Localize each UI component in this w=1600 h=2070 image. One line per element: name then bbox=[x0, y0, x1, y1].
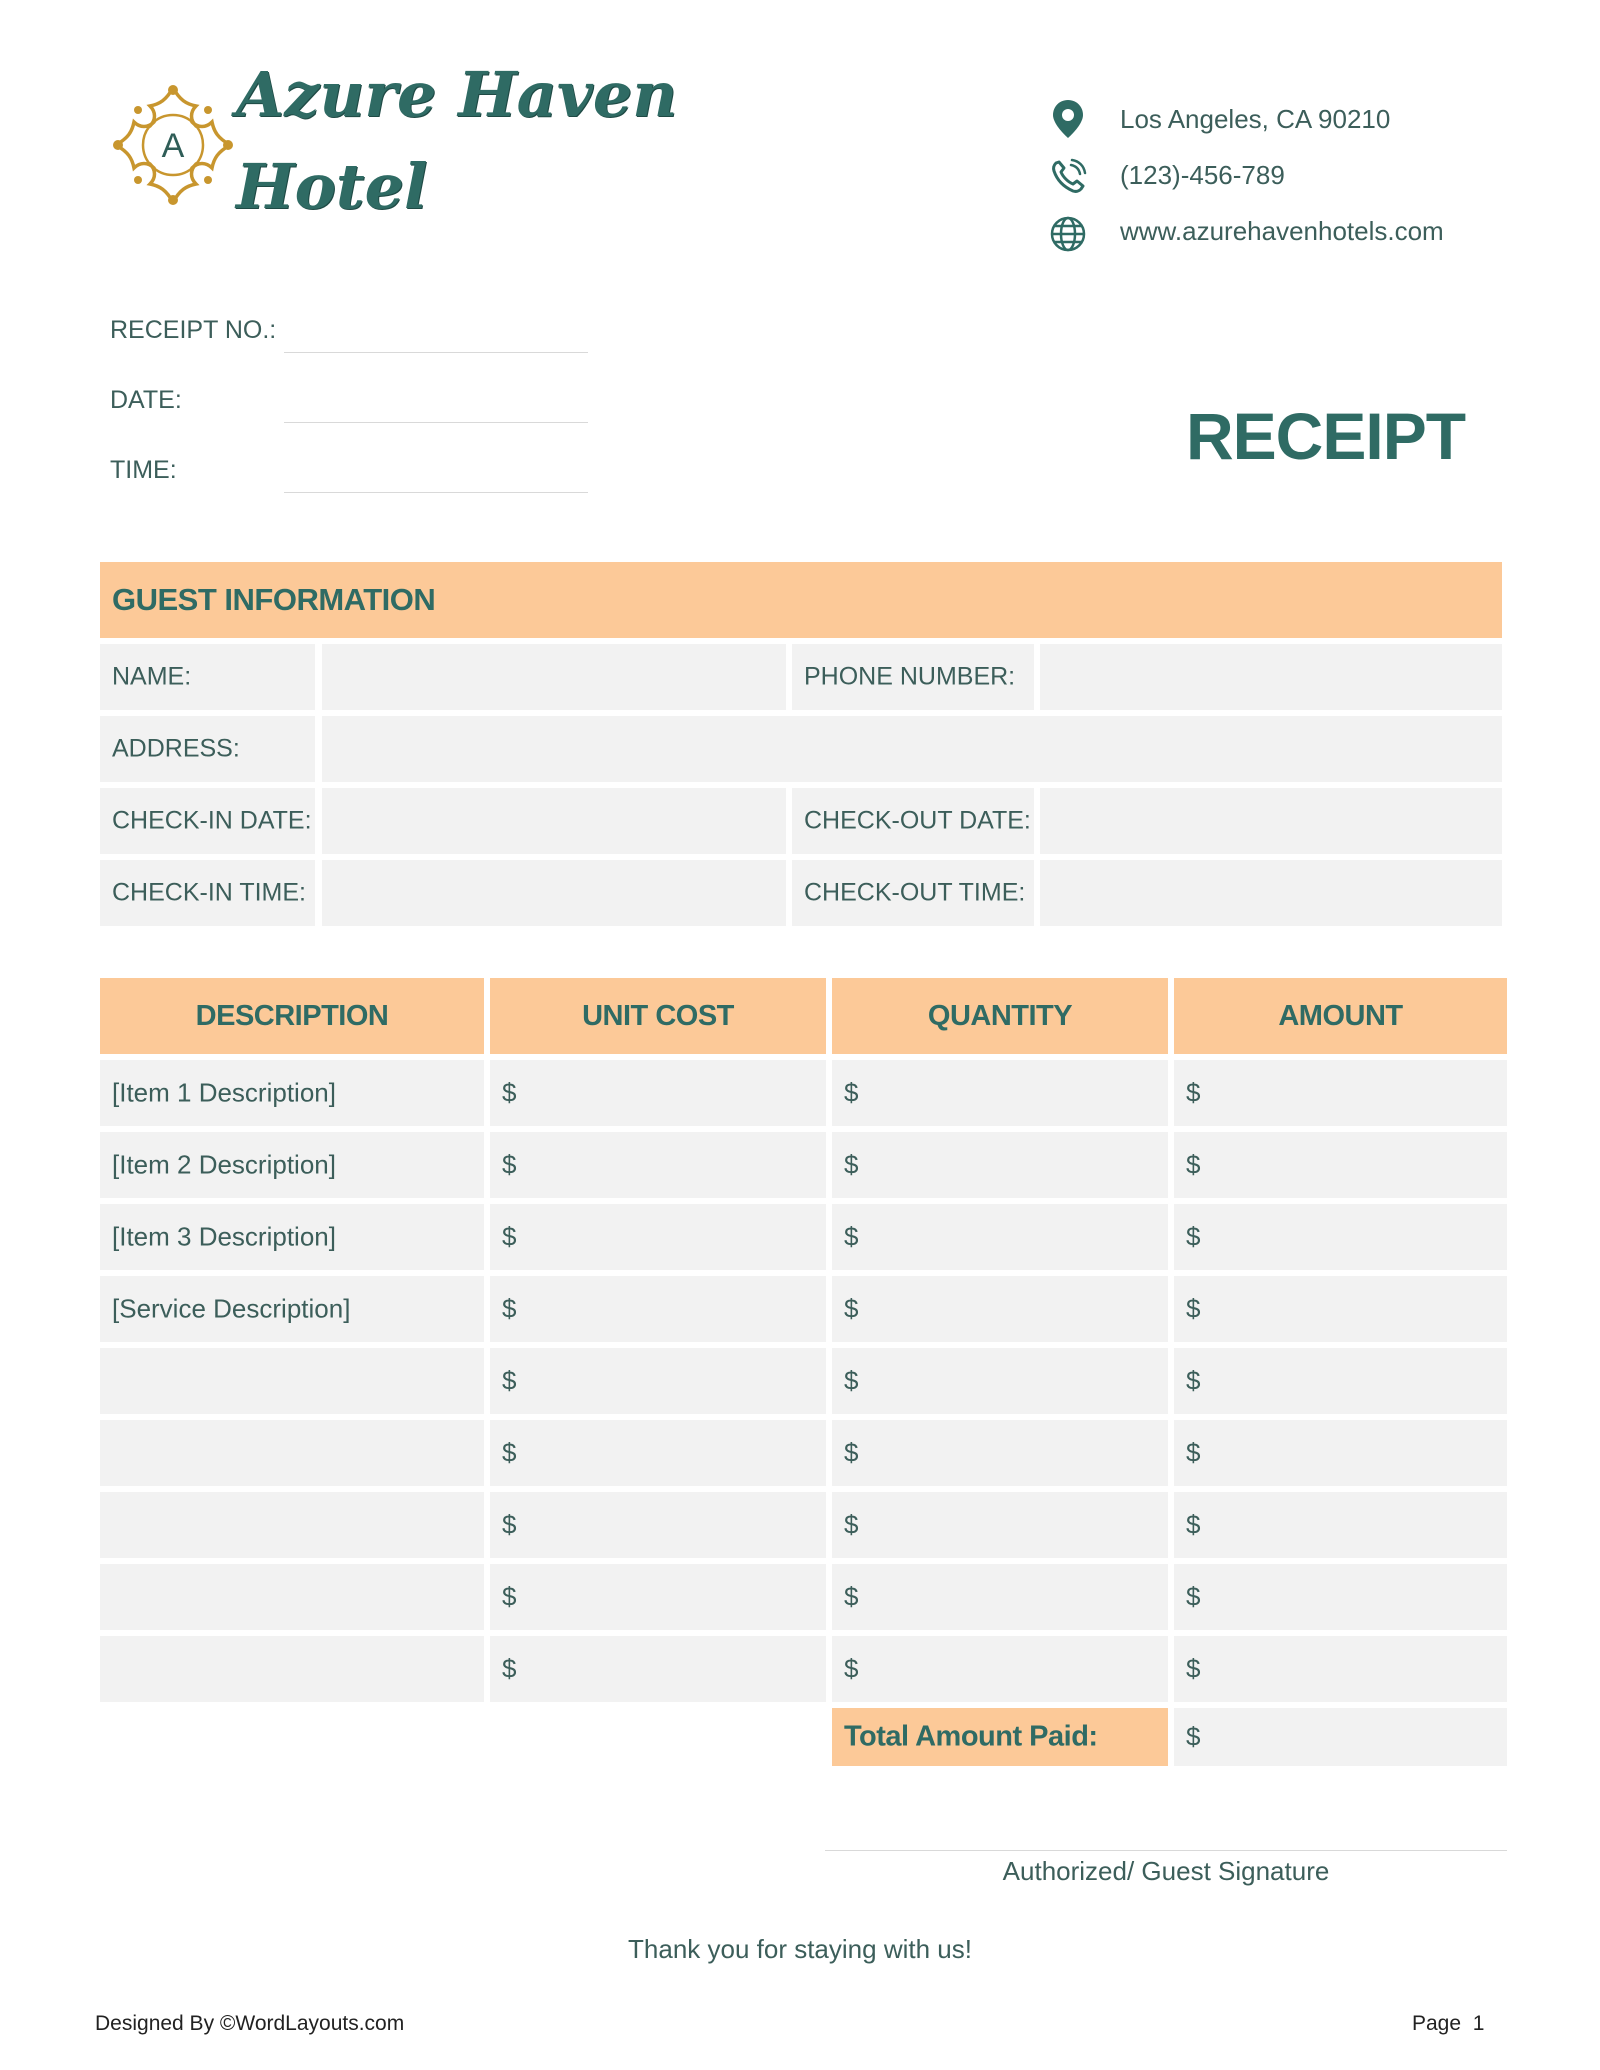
col-header-description: DESCRIPTION bbox=[100, 978, 484, 1054]
table-cell-unit-cost[interactable] bbox=[490, 1276, 826, 1342]
guest-info-title: GUEST INFORMATION bbox=[112, 582, 436, 617]
col-header-amount: AMOUNT bbox=[1174, 978, 1507, 1054]
col-header-quantity: QUANTITY bbox=[832, 978, 1168, 1054]
item-amount: $ bbox=[1186, 1653, 1201, 1684]
table-cell-amount[interactable] bbox=[1174, 1276, 1507, 1342]
page-number: 1 bbox=[1472, 2012, 1485, 2035]
item-unit-cost: $ bbox=[502, 1653, 517, 1684]
item-description: [Item 1 Description] bbox=[112, 1077, 336, 1108]
item-unit-cost: $ bbox=[502, 1149, 517, 1180]
total-amount-field[interactable] bbox=[1174, 1708, 1507, 1766]
hotel-name-line1: Azure Haven bbox=[236, 58, 678, 131]
address-label: ADDRESS: bbox=[112, 734, 240, 763]
name-label-cell bbox=[100, 644, 315, 710]
receipt-no-field[interactable] bbox=[284, 352, 588, 353]
checkout-date-label-cell bbox=[792, 788, 1034, 854]
phone-label: PHONE NUMBER: bbox=[804, 662, 1016, 691]
item-unit-cost: $ bbox=[502, 1293, 517, 1324]
total-label-cell bbox=[832, 1708, 1168, 1766]
table-cell-description[interactable] bbox=[100, 1060, 484, 1126]
location-pin-icon bbox=[1048, 98, 1088, 138]
table-cell-unit-cost[interactable] bbox=[490, 1492, 826, 1558]
item-amount: $ bbox=[1186, 1293, 1201, 1324]
table-cell-amount[interactable] bbox=[1174, 1492, 1507, 1558]
address-field[interactable] bbox=[322, 716, 1502, 782]
table-cell-amount[interactable] bbox=[1174, 1564, 1507, 1630]
item-quantity: $ bbox=[844, 1221, 859, 1252]
item-description: [Item 3 Description] bbox=[112, 1221, 336, 1252]
table-cell-quantity[interactable] bbox=[832, 1060, 1168, 1126]
total-amount-value: $ bbox=[1186, 1721, 1201, 1752]
checkout-time-field[interactable] bbox=[1040, 860, 1502, 926]
table-cell-unit-cost[interactable] bbox=[490, 1636, 826, 1702]
table-cell-description[interactable] bbox=[100, 1204, 484, 1270]
item-quantity: $ bbox=[844, 1365, 859, 1396]
table-cell-amount[interactable] bbox=[1174, 1060, 1507, 1126]
item-amount: $ bbox=[1186, 1077, 1201, 1108]
time-field[interactable] bbox=[284, 492, 588, 493]
guest-info-header bbox=[100, 562, 1502, 638]
checkin-time-field[interactable] bbox=[322, 860, 786, 926]
item-amount: $ bbox=[1186, 1149, 1201, 1180]
table-cell-description[interactable] bbox=[100, 1564, 484, 1630]
page-label: Page bbox=[1412, 2012, 1462, 2035]
contact-website[interactable]: www.azurehavenhotels.com bbox=[1120, 216, 1444, 246]
table-cell-amount[interactable] bbox=[1174, 1420, 1507, 1486]
receipt-no-label: RECEIPT NO.: bbox=[110, 316, 277, 344]
item-unit-cost: $ bbox=[502, 1221, 517, 1252]
total-amount-label: Total Amount Paid: bbox=[844, 1720, 1098, 1753]
table-cell-amount[interactable] bbox=[1174, 1204, 1507, 1270]
item-amount: $ bbox=[1186, 1365, 1201, 1396]
hotel-name-line2: Hotel bbox=[236, 150, 428, 223]
table-cell-unit-cost[interactable] bbox=[490, 1420, 826, 1486]
checkin-date-label-cell bbox=[100, 788, 315, 854]
item-quantity: $ bbox=[844, 1149, 859, 1180]
contact-phone: (123)-456-789 bbox=[1120, 160, 1285, 190]
table-cell-unit-cost[interactable] bbox=[490, 1204, 826, 1270]
table-cell-amount[interactable] bbox=[1174, 1348, 1507, 1414]
item-description: [Item 2 Description] bbox=[112, 1149, 336, 1180]
time-label: TIME: bbox=[110, 456, 177, 484]
item-quantity: $ bbox=[844, 1653, 859, 1684]
table-cell-description[interactable] bbox=[100, 1132, 484, 1198]
globe-icon bbox=[1048, 214, 1088, 254]
item-description: [Service Description] bbox=[112, 1293, 351, 1324]
table-cell-unit-cost[interactable] bbox=[490, 1060, 826, 1126]
receipt-title: RECEIPT bbox=[1186, 399, 1466, 473]
phone-label-cell bbox=[792, 644, 1034, 710]
table-cell-unit-cost[interactable] bbox=[490, 1564, 826, 1630]
table-cell-description[interactable] bbox=[100, 1348, 484, 1414]
page-indicator bbox=[1412, 2012, 1484, 2036]
name-field[interactable] bbox=[322, 644, 786, 710]
checkout-time-label: CHECK-OUT TIME: bbox=[804, 878, 1026, 907]
item-unit-cost: $ bbox=[502, 1437, 517, 1468]
item-quantity: $ bbox=[844, 1293, 859, 1324]
phone-field[interactable] bbox=[1040, 644, 1502, 710]
item-amount: $ bbox=[1186, 1509, 1201, 1540]
item-quantity: $ bbox=[844, 1581, 859, 1612]
item-unit-cost: $ bbox=[502, 1581, 517, 1612]
table-cell-unit-cost[interactable] bbox=[490, 1132, 826, 1198]
signature-line[interactable] bbox=[825, 1850, 1507, 1851]
designed-by-credit: Designed By ©WordLayouts.com bbox=[95, 2012, 405, 2035]
item-unit-cost: $ bbox=[502, 1077, 517, 1108]
hotel-emblem-icon bbox=[108, 80, 238, 210]
table-cell-amount[interactable] bbox=[1174, 1132, 1507, 1198]
phone-icon bbox=[1048, 157, 1088, 197]
item-amount: $ bbox=[1186, 1437, 1201, 1468]
table-cell-quantity[interactable] bbox=[832, 1132, 1168, 1198]
contact-address: Los Angeles, CA 90210 bbox=[1120, 104, 1391, 134]
signature-label: Authorized/ Guest Signature bbox=[1002, 1856, 1330, 1886]
item-amount: $ bbox=[1186, 1581, 1201, 1612]
checkin-time-label-cell bbox=[100, 860, 315, 926]
table-cell-description[interactable] bbox=[100, 1420, 484, 1486]
checkout-date-field[interactable] bbox=[1040, 788, 1502, 854]
table-cell-description[interactable] bbox=[100, 1276, 484, 1342]
table-cell-amount[interactable] bbox=[1174, 1636, 1507, 1702]
item-quantity: $ bbox=[844, 1077, 859, 1108]
checkout-time-label-cell bbox=[792, 860, 1034, 926]
item-quantity: $ bbox=[844, 1509, 859, 1540]
logo-emblem bbox=[108, 80, 238, 210]
date-label: DATE: bbox=[110, 386, 182, 414]
item-amount: $ bbox=[1186, 1221, 1201, 1252]
checkin-date-field[interactable] bbox=[322, 788, 786, 854]
table-cell-quantity[interactable] bbox=[832, 1420, 1168, 1486]
table-cell-quantity[interactable] bbox=[832, 1636, 1168, 1702]
table-cell-quantity[interactable] bbox=[832, 1276, 1168, 1342]
table-cell-quantity[interactable] bbox=[832, 1564, 1168, 1630]
table-cell-quantity[interactable] bbox=[832, 1348, 1168, 1414]
date-field[interactable] bbox=[284, 422, 588, 423]
item-unit-cost: $ bbox=[502, 1509, 517, 1540]
col-header-unit-cost: UNIT COST bbox=[490, 978, 826, 1054]
checkout-date-label: CHECK-OUT DATE: bbox=[804, 806, 1031, 835]
emblem-letter: A bbox=[161, 127, 185, 165]
name-label: NAME: bbox=[112, 662, 192, 691]
thank-you-message: Thank you for staying with us! bbox=[628, 1934, 972, 1964]
item-quantity: $ bbox=[844, 1437, 859, 1468]
table-cell-quantity[interactable] bbox=[832, 1492, 1168, 1558]
table-cell-unit-cost[interactable] bbox=[490, 1348, 826, 1414]
table-cell-quantity[interactable] bbox=[832, 1204, 1168, 1270]
checkin-time-label: CHECK-IN TIME: bbox=[112, 878, 306, 907]
address-label-cell bbox=[100, 716, 315, 782]
checkin-date-label: CHECK-IN DATE: bbox=[112, 806, 312, 835]
item-unit-cost: $ bbox=[502, 1365, 517, 1396]
table-cell-description[interactable] bbox=[100, 1636, 484, 1702]
table-cell-description[interactable] bbox=[100, 1492, 484, 1558]
